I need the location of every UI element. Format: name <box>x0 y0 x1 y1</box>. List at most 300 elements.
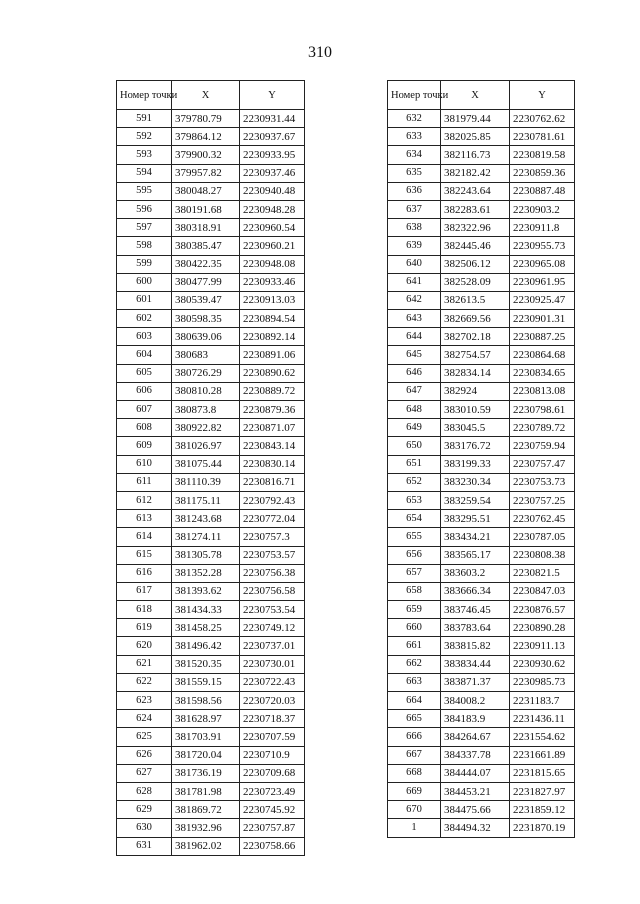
x-coordinate-cell: 380385.47 <box>172 237 240 255</box>
table-row <box>117 328 305 346</box>
table-row <box>388 782 575 800</box>
x-coordinate-cell: 380598.35 <box>172 310 240 328</box>
point-number-cell: 637 <box>388 200 441 218</box>
table-row <box>117 510 305 528</box>
y-coordinate-cell: 2230787.05 <box>510 528 575 546</box>
table-row <box>388 582 575 600</box>
y-coordinate-cell: 2230830.14 <box>240 455 305 473</box>
point-number-cell: 661 <box>388 637 441 655</box>
point-number-cell: 669 <box>388 782 441 800</box>
y-coordinate-cell: 2230960.21 <box>240 237 305 255</box>
point-number-cell: 656 <box>388 546 441 564</box>
y-coordinate-cell: 2230730.01 <box>240 655 305 673</box>
x-coordinate-cell: 381496.42 <box>172 637 240 655</box>
x-coordinate-cell: 384494.32 <box>441 819 510 837</box>
x-coordinate-cell: 384008.2 <box>441 692 510 710</box>
point-number-cell: 623 <box>117 692 172 710</box>
point-number-cell: 615 <box>117 546 172 564</box>
table-row <box>388 473 575 491</box>
table-row <box>388 491 575 509</box>
point-number-cell: 612 <box>117 491 172 509</box>
y-coordinate-cell: 2230891.06 <box>240 346 305 364</box>
table-row <box>388 728 575 746</box>
point-number-cell: 641 <box>388 273 441 291</box>
table-row <box>388 437 575 455</box>
x-coordinate-cell: 380422.35 <box>172 255 240 273</box>
table-row <box>388 273 575 291</box>
x-coordinate-cell: 381781.98 <box>172 782 240 800</box>
table-row <box>388 401 575 419</box>
table-row <box>117 601 305 619</box>
y-coordinate-cell: 2230821.5 <box>510 564 575 582</box>
x-coordinate-cell: 383434.21 <box>441 528 510 546</box>
y-coordinate-cell: 2230757.25 <box>510 491 575 509</box>
x-coordinate-cell: 381962.02 <box>172 837 240 855</box>
x-coordinate-cell: 382116.73 <box>441 146 510 164</box>
point-number-cell: 601 <box>117 291 172 309</box>
table-row <box>388 164 575 182</box>
table-row <box>388 510 575 528</box>
point-number-cell: 624 <box>117 710 172 728</box>
table-row <box>117 219 305 237</box>
x-coordinate-cell: 382025.85 <box>441 128 510 146</box>
point-number-cell: 640 <box>388 255 441 273</box>
table-row <box>117 837 305 855</box>
point-number-cell: 599 <box>117 255 172 273</box>
table-row <box>388 637 575 655</box>
point-number-cell: 596 <box>117 200 172 218</box>
x-coordinate-cell: 380318.91 <box>172 219 240 237</box>
x-coordinate-cell: 383230.34 <box>441 473 510 491</box>
x-coordinate-cell: 383199.33 <box>441 455 510 473</box>
y-coordinate-cell: 2230903.2 <box>510 200 575 218</box>
table-row <box>117 546 305 564</box>
table-row <box>388 291 575 309</box>
table-row <box>388 601 575 619</box>
table-row <box>388 710 575 728</box>
table-row <box>117 182 305 200</box>
y-coordinate-cell: 2230843.14 <box>240 437 305 455</box>
table-row <box>117 491 305 509</box>
y-coordinate-cell: 2230940.48 <box>240 182 305 200</box>
point-number-cell: 593 <box>117 146 172 164</box>
y-coordinate-cell: 2230892.14 <box>240 328 305 346</box>
point-number-cell: 665 <box>388 710 441 728</box>
table-row <box>388 237 575 255</box>
y-coordinate-cell: 2230901.31 <box>510 310 575 328</box>
x-coordinate-cell: 383295.51 <box>441 510 510 528</box>
y-coordinate-cell: 2230871.07 <box>240 419 305 437</box>
point-number-cell: 638 <box>388 219 441 237</box>
x-coordinate-cell: 379864.12 <box>172 128 240 146</box>
y-coordinate-cell: 2230722.43 <box>240 673 305 691</box>
y-coordinate-cell: 2230709.68 <box>240 764 305 782</box>
table-row <box>388 764 575 782</box>
table-row <box>117 819 305 837</box>
y-coordinate-cell: 2230758.66 <box>240 837 305 855</box>
y-coordinate-cell: 2230937.67 <box>240 128 305 146</box>
point-number-cell: 660 <box>388 619 441 637</box>
x-coordinate-cell: 382754.57 <box>441 346 510 364</box>
x-coordinate-cell: 380191.68 <box>172 200 240 218</box>
y-coordinate-cell: 2231859.12 <box>510 801 575 819</box>
table-row <box>388 419 575 437</box>
point-number-cell: 629 <box>117 801 172 819</box>
x-coordinate-cell: 381559.15 <box>172 673 240 691</box>
y-coordinate-cell: 2230789.72 <box>510 419 575 437</box>
x-coordinate-cell: 384453.21 <box>441 782 510 800</box>
point-number-cell: 647 <box>388 382 441 400</box>
point-number-cell: 616 <box>117 564 172 582</box>
y-coordinate-cell: 2230911.13 <box>510 637 575 655</box>
x-coordinate-cell: 383666.34 <box>441 582 510 600</box>
table-header-row <box>388 81 575 110</box>
y-coordinate-cell: 2230757.3 <box>240 528 305 546</box>
x-coordinate-cell: 383746.45 <box>441 601 510 619</box>
point-number-cell: 597 <box>117 219 172 237</box>
y-coordinate-cell: 2230723.49 <box>240 782 305 800</box>
x-coordinate-cell: 383871.37 <box>441 673 510 691</box>
y-coordinate-cell: 2230961.95 <box>510 273 575 291</box>
table-row <box>388 546 575 564</box>
y-coordinate-cell: 2230753.73 <box>510 473 575 491</box>
y-coordinate-cell: 2230864.68 <box>510 346 575 364</box>
x-coordinate-cell: 382924 <box>441 382 510 400</box>
point-number-cell: 646 <box>388 364 441 382</box>
y-coordinate-cell: 2230718.37 <box>240 710 305 728</box>
x-coordinate-cell: 382506.12 <box>441 255 510 273</box>
x-coordinate-cell: 380048.27 <box>172 182 240 200</box>
point-number-cell: 643 <box>388 310 441 328</box>
point-number-cell: 648 <box>388 401 441 419</box>
table-row <box>117 655 305 673</box>
point-number-cell: 594 <box>117 164 172 182</box>
y-coordinate-cell: 2231661.89 <box>510 746 575 764</box>
table-row <box>388 255 575 273</box>
point-number-cell: 639 <box>388 237 441 255</box>
table-row <box>388 382 575 400</box>
x-coordinate-cell: 382528.09 <box>441 273 510 291</box>
y-coordinate-cell: 2230759.94 <box>510 437 575 455</box>
coordinates-table-left <box>116 80 305 856</box>
table-row <box>117 692 305 710</box>
x-coordinate-cell: 383565.17 <box>441 546 510 564</box>
table-row <box>388 455 575 473</box>
table-row <box>388 801 575 819</box>
y-coordinate-cell: 2230762.45 <box>510 510 575 528</box>
y-coordinate-cell: 2230894.54 <box>240 310 305 328</box>
x-coordinate-cell: 383045.5 <box>441 419 510 437</box>
x-coordinate-cell: 381932.96 <box>172 819 240 837</box>
y-coordinate-cell: 2230911.8 <box>510 219 575 237</box>
y-coordinate-cell: 2230931.44 <box>240 110 305 128</box>
table-row <box>117 146 305 164</box>
y-coordinate-cell: 2230887.48 <box>510 182 575 200</box>
y-coordinate-cell: 2230933.95 <box>240 146 305 164</box>
y-coordinate-cell: 2230798.61 <box>510 401 575 419</box>
point-number-cell: 607 <box>117 401 172 419</box>
x-coordinate-cell: 384475.66 <box>441 801 510 819</box>
page-number: 310 <box>308 44 332 61</box>
point-number-cell: 658 <box>388 582 441 600</box>
table-row <box>388 528 575 546</box>
y-coordinate-cell: 2230756.58 <box>240 582 305 600</box>
x-coordinate-cell: 383176.72 <box>441 437 510 455</box>
x-coordinate-cell: 381175.11 <box>172 491 240 509</box>
table-row <box>388 346 575 364</box>
point-number-cell: 608 <box>117 419 172 437</box>
y-coordinate-cell: 2230737.01 <box>240 637 305 655</box>
point-number-cell: 636 <box>388 182 441 200</box>
x-coordinate-cell: 379780.79 <box>172 110 240 128</box>
table-row <box>388 819 575 837</box>
point-number-cell: 664 <box>388 692 441 710</box>
y-coordinate-cell: 2230933.46 <box>240 273 305 291</box>
x-coordinate-cell: 384183.9 <box>441 710 510 728</box>
x-coordinate-cell: 379957.82 <box>172 164 240 182</box>
y-coordinate-cell: 2230876.57 <box>510 601 575 619</box>
x-coordinate-cell: 380726.29 <box>172 364 240 382</box>
y-coordinate-cell: 2231436.11 <box>510 710 575 728</box>
point-number-cell: 657 <box>388 564 441 582</box>
point-number-cell: 610 <box>117 455 172 473</box>
y-coordinate-cell: 2231870.19 <box>510 819 575 837</box>
coordinates-table-right <box>387 80 575 838</box>
point-number-cell: 604 <box>117 346 172 364</box>
table-row <box>117 801 305 819</box>
table-row <box>117 128 305 146</box>
table-row <box>117 728 305 746</box>
header-x: X <box>172 81 240 110</box>
point-number-cell: 598 <box>117 237 172 255</box>
x-coordinate-cell: 382834.14 <box>441 364 510 382</box>
table-row <box>388 146 575 164</box>
table-row <box>117 237 305 255</box>
point-number-cell: 620 <box>117 637 172 655</box>
point-number-cell: 654 <box>388 510 441 528</box>
table-row <box>117 164 305 182</box>
table-row <box>117 346 305 364</box>
y-coordinate-cell: 2231827.97 <box>510 782 575 800</box>
y-coordinate-cell: 2231815.65 <box>510 764 575 782</box>
table-row <box>117 401 305 419</box>
y-coordinate-cell: 2230745.92 <box>240 801 305 819</box>
x-coordinate-cell: 381305.78 <box>172 546 240 564</box>
table-row <box>388 673 575 691</box>
x-coordinate-cell: 380922.82 <box>172 419 240 437</box>
point-number-cell: 618 <box>117 601 172 619</box>
point-number-cell: 663 <box>388 673 441 691</box>
point-number-cell: 621 <box>117 655 172 673</box>
y-coordinate-cell: 2230710.9 <box>240 746 305 764</box>
table-row <box>388 655 575 673</box>
table-row <box>117 255 305 273</box>
point-number-cell: 635 <box>388 164 441 182</box>
x-coordinate-cell: 382702.18 <box>441 328 510 346</box>
point-number-cell: 630 <box>117 819 172 837</box>
point-number-cell: 602 <box>117 310 172 328</box>
x-coordinate-cell: 383010.59 <box>441 401 510 419</box>
table-row <box>117 419 305 437</box>
y-coordinate-cell: 2230772.04 <box>240 510 305 528</box>
x-coordinate-cell: 382243.64 <box>441 182 510 200</box>
table-row <box>117 710 305 728</box>
x-coordinate-cell: 382322.96 <box>441 219 510 237</box>
point-number-cell: 595 <box>117 182 172 200</box>
y-coordinate-cell: 2230720.03 <box>240 692 305 710</box>
table-row <box>117 673 305 691</box>
point-number-cell: 592 <box>117 128 172 146</box>
table-row <box>388 110 575 128</box>
point-number-cell: 662 <box>388 655 441 673</box>
x-coordinate-cell: 382182.42 <box>441 164 510 182</box>
table-row <box>117 582 305 600</box>
x-coordinate-cell: 381075.44 <box>172 455 240 473</box>
point-number-cell: 617 <box>117 582 172 600</box>
x-coordinate-cell: 381458.25 <box>172 619 240 637</box>
table-row <box>388 328 575 346</box>
y-coordinate-cell: 2230890.62 <box>240 364 305 382</box>
point-number-cell: 619 <box>117 619 172 637</box>
x-coordinate-cell: 381736.19 <box>172 764 240 782</box>
point-number-cell: 644 <box>388 328 441 346</box>
point-number-cell: 627 <box>117 764 172 782</box>
y-coordinate-cell: 2230816.71 <box>240 473 305 491</box>
table-row <box>117 310 305 328</box>
point-number-cell: 1 <box>388 819 441 837</box>
y-coordinate-cell: 2230753.57 <box>240 546 305 564</box>
point-number-cell: 650 <box>388 437 441 455</box>
table-row <box>388 564 575 582</box>
x-coordinate-cell: 380477.99 <box>172 273 240 291</box>
table-row <box>117 110 305 128</box>
x-coordinate-cell: 381393.62 <box>172 582 240 600</box>
point-number-cell: 642 <box>388 291 441 309</box>
table-row <box>117 782 305 800</box>
table-row <box>117 746 305 764</box>
table-row <box>117 564 305 582</box>
y-coordinate-cell: 2230813.08 <box>510 382 575 400</box>
y-coordinate-cell: 2230913.03 <box>240 291 305 309</box>
point-number-cell: 606 <box>117 382 172 400</box>
table-row <box>388 219 575 237</box>
y-coordinate-cell: 2230925.47 <box>510 291 575 309</box>
point-number-cell: 634 <box>388 146 441 164</box>
point-number-cell: 626 <box>117 746 172 764</box>
table-row <box>117 473 305 491</box>
point-number-cell: 605 <box>117 364 172 382</box>
point-number-cell: 622 <box>117 673 172 691</box>
x-coordinate-cell: 381598.56 <box>172 692 240 710</box>
y-coordinate-cell: 2230847.03 <box>510 582 575 600</box>
y-coordinate-cell: 2230762.62 <box>510 110 575 128</box>
table-row <box>117 764 305 782</box>
x-coordinate-cell: 383603.2 <box>441 564 510 582</box>
x-coordinate-cell: 380810.28 <box>172 382 240 400</box>
y-coordinate-cell: 2230756.38 <box>240 564 305 582</box>
x-coordinate-cell: 381628.97 <box>172 710 240 728</box>
header-point-number: Номер точки <box>388 81 441 110</box>
table-row <box>117 637 305 655</box>
x-coordinate-cell: 382669.56 <box>441 310 510 328</box>
y-coordinate-cell: 2230792.43 <box>240 491 305 509</box>
x-coordinate-cell: 384444.07 <box>441 764 510 782</box>
point-number-cell: 631 <box>117 837 172 855</box>
table-row <box>388 310 575 328</box>
point-number-cell: 591 <box>117 110 172 128</box>
point-number-cell: 659 <box>388 601 441 619</box>
x-coordinate-cell: 380539.47 <box>172 291 240 309</box>
point-number-cell: 651 <box>388 455 441 473</box>
point-number-cell: 611 <box>117 473 172 491</box>
point-number-cell: 652 <box>388 473 441 491</box>
header-y: Y <box>240 81 305 110</box>
table-row <box>388 128 575 146</box>
table-row <box>388 619 575 637</box>
x-coordinate-cell: 382613.5 <box>441 291 510 309</box>
x-coordinate-cell: 381274.11 <box>172 528 240 546</box>
point-number-cell: 670 <box>388 801 441 819</box>
table-header-row <box>117 81 305 110</box>
x-coordinate-cell: 381520.35 <box>172 655 240 673</box>
table-row <box>388 746 575 764</box>
x-coordinate-cell: 380683 <box>172 346 240 364</box>
table-row <box>117 273 305 291</box>
y-coordinate-cell: 2231554.62 <box>510 728 575 746</box>
y-coordinate-cell: 2230965.08 <box>510 255 575 273</box>
point-number-cell: 609 <box>117 437 172 455</box>
point-number-cell: 667 <box>388 746 441 764</box>
y-coordinate-cell: 2230859.36 <box>510 164 575 182</box>
y-coordinate-cell: 2230887.25 <box>510 328 575 346</box>
y-coordinate-cell: 2230753.54 <box>240 601 305 619</box>
y-coordinate-cell: 2230781.61 <box>510 128 575 146</box>
table-row <box>388 182 575 200</box>
header-y: Y <box>510 81 575 110</box>
y-coordinate-cell: 2230757.87 <box>240 819 305 837</box>
y-coordinate-cell: 2230819.58 <box>510 146 575 164</box>
x-coordinate-cell: 381979.44 <box>441 110 510 128</box>
table-row <box>117 291 305 309</box>
x-coordinate-cell: 382283.61 <box>441 200 510 218</box>
point-number-cell: 613 <box>117 510 172 528</box>
x-coordinate-cell: 380639.06 <box>172 328 240 346</box>
x-coordinate-cell: 381110.39 <box>172 473 240 491</box>
x-coordinate-cell: 379900.32 <box>172 146 240 164</box>
y-coordinate-cell: 2230707.59 <box>240 728 305 746</box>
y-coordinate-cell: 2230955.73 <box>510 237 575 255</box>
table-row <box>117 437 305 455</box>
table-row <box>117 364 305 382</box>
y-coordinate-cell: 2230889.72 <box>240 382 305 400</box>
point-number-cell: 603 <box>117 328 172 346</box>
x-coordinate-cell: 381026.97 <box>172 437 240 455</box>
x-coordinate-cell: 384337.78 <box>441 746 510 764</box>
y-coordinate-cell: 2230937.46 <box>240 164 305 182</box>
y-coordinate-cell: 2230890.28 <box>510 619 575 637</box>
y-coordinate-cell: 2231183.7 <box>510 692 575 710</box>
point-number-cell: 653 <box>388 491 441 509</box>
x-coordinate-cell: 381703.91 <box>172 728 240 746</box>
x-coordinate-cell: 383783.64 <box>441 619 510 637</box>
x-coordinate-cell: 383834.44 <box>441 655 510 673</box>
x-coordinate-cell: 380873.8 <box>172 401 240 419</box>
x-coordinate-cell: 382445.46 <box>441 237 510 255</box>
point-number-cell: 668 <box>388 764 441 782</box>
table-row <box>117 455 305 473</box>
x-coordinate-cell: 381720.04 <box>172 746 240 764</box>
point-number-cell: 614 <box>117 528 172 546</box>
